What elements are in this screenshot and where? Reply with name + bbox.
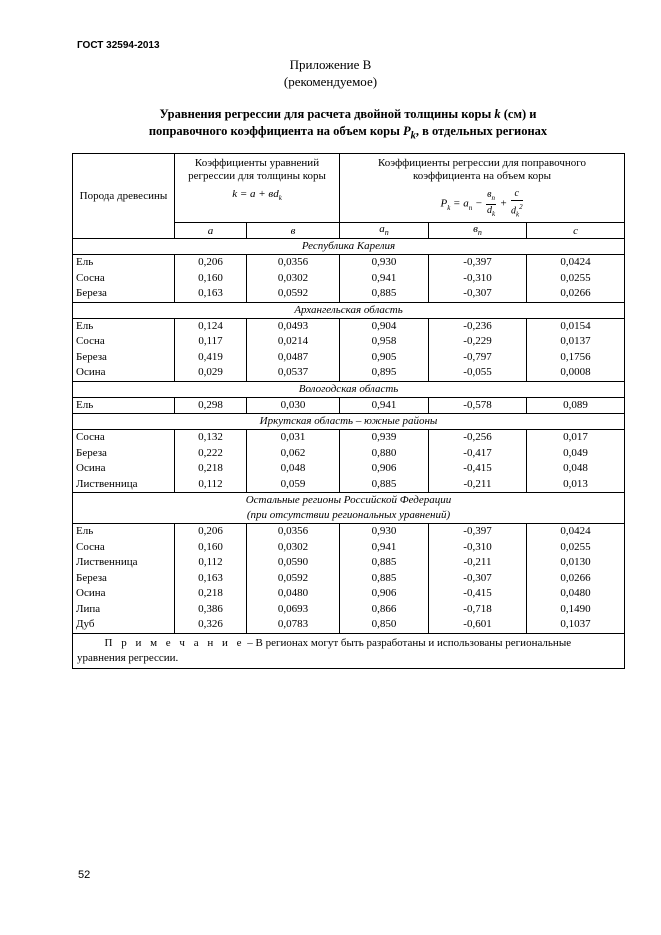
table-title-line2: поправочного коэффициента на объем коры $P_k$, в отдельных регионах <box>148 124 548 142</box>
cell-value: Береза <box>76 446 107 459</box>
cell-value: 0,1490 <box>560 602 591 615</box>
cell-value: 0,0592 <box>277 287 309 299</box>
cell-c <box>527 255 625 303</box>
cell-value: 0,1037 <box>560 618 591 630</box>
cell-value: 0,0154 <box>560 319 591 332</box>
cell-value: Осина <box>76 587 106 599</box>
cell-value: 0,132 <box>198 431 223 443</box>
cell-value: -0,229 <box>463 335 492 347</box>
cell-value: 0,218 <box>198 462 223 474</box>
cell-value: 0,0214 <box>277 335 309 347</box>
cell-value: -0,718 <box>463 602 492 615</box>
cell-value: 0,298 <box>198 398 223 411</box>
cell-value: 0,906 <box>371 462 397 474</box>
cell-value: 0,419 <box>198 350 223 363</box>
table-body <box>73 239 625 634</box>
cell-value: 0,089 <box>563 398 588 411</box>
cell-value: 0,880 <box>371 446 397 459</box>
cell-value: 0,160 <box>198 271 223 284</box>
appendix-heading <box>0 56 661 90</box>
formula-thickness: $k = a + вd_k$ <box>232 188 282 203</box>
formula-correction: $P_k = a_n$ − $\frac{в_n}{d_k}$ + $\frac{c}{d_k^2}$ <box>440 188 523 219</box>
cell-breed <box>73 430 175 493</box>
cell-value: 0,0255 <box>560 271 591 284</box>
cell-value: 0,941 <box>371 540 397 553</box>
cell-value: 0,930 <box>371 525 397 537</box>
table-row <box>73 430 625 493</box>
table-row <box>73 524 625 634</box>
cell-value: 0,905 <box>371 350 397 363</box>
cell-breed <box>73 397 175 414</box>
cell-value: 0,048 <box>280 462 306 474</box>
fraction-1: $\frac{в_n}{d_k}$ <box>487 188 496 218</box>
cell-value: 0,0008 <box>560 366 591 378</box>
fraction-2: $\frac{c}{d_k^2}$ <box>510 188 523 219</box>
cell-value: Сосна <box>76 540 105 553</box>
cell-value: Ель <box>76 398 94 411</box>
cell-value: -0,310 <box>463 271 492 284</box>
region-name: Архангельская область <box>73 302 625 318</box>
cell-value: -0,578 <box>463 398 492 411</box>
cell-value: Осина <box>76 462 106 474</box>
cell-breed <box>73 524 175 634</box>
cell-value: 0,885 <box>371 477 397 490</box>
cell-value: -0,256 <box>463 431 492 443</box>
region-row <box>73 239 625 255</box>
cell-value: 0,0480 <box>277 587 309 599</box>
table-row <box>73 255 625 303</box>
cell-value: 0,030 <box>280 398 306 411</box>
cell-value: 0,206 <box>198 525 223 537</box>
regression-table <box>72 153 625 669</box>
region-name: Вологодская область <box>73 381 625 397</box>
cell-value: 0,866 <box>371 602 397 615</box>
cell-a <box>175 255 247 303</box>
cell-value: 0,124 <box>198 319 223 332</box>
cell-value: -0,211 <box>463 477 492 490</box>
cell-value: Дуб <box>76 618 95 630</box>
cell-breed <box>73 255 175 303</box>
cell-value: 0,059 <box>280 477 306 490</box>
cell-value: 0,013 <box>563 477 588 490</box>
cell-c <box>527 430 625 493</box>
header-correction: Коэффициенты регрессии для поправочного коэффициента на объем коры $P_k = a_n$ − $\frac{в_n}{d_k}$ + $\frac{c}{d_k^2}$ <box>340 154 625 223</box>
cell-value: Ель <box>76 525 94 537</box>
cell-a <box>175 430 247 493</box>
cell-value: -0,417 <box>463 446 492 459</box>
cell-value: 0,0783 <box>277 618 309 630</box>
cell-value: 0,0266 <box>560 571 591 584</box>
cell-value: 0,112 <box>198 477 223 490</box>
cell-value: 0,0130 <box>560 556 591 568</box>
cell-value: 0,0424 <box>560 525 591 537</box>
cell-value: 0,049 <box>563 446 588 459</box>
cell-an <box>340 430 429 493</box>
cell-value: 0,386 <box>198 602 223 615</box>
cell-value: -0,601 <box>463 618 492 630</box>
cell-value: Сосна <box>76 271 105 284</box>
col-an: $a_n$ <box>340 223 429 239</box>
cell-value: 0,112 <box>198 556 223 568</box>
cell-bn <box>429 430 527 493</box>
cell-value: 0,017 <box>563 431 588 443</box>
cell-value: 0,062 <box>280 446 306 459</box>
cell-value: 0,160 <box>198 540 223 553</box>
cell-value: 0,031 <box>280 431 306 443</box>
cell-b <box>247 397 340 414</box>
cell-value: 0,0255 <box>560 540 591 553</box>
cell-a <box>175 397 247 414</box>
cell-value: 0,029 <box>198 366 223 378</box>
region-row <box>73 493 625 524</box>
cell-b <box>247 430 340 493</box>
cell-an <box>340 524 429 634</box>
cell-bn <box>429 524 527 634</box>
cell-bn <box>429 397 527 414</box>
cell-value: 0,0424 <box>560 256 591 268</box>
cell-value: 0,0266 <box>560 287 591 299</box>
cell-value: -0,211 <box>463 556 492 568</box>
cell-value: 0,939 <box>371 431 397 443</box>
cell-breed <box>73 318 175 381</box>
cell-value: 0,906 <box>371 587 397 599</box>
cell-value: -0,310 <box>463 540 492 553</box>
cell-value: -0,415 <box>463 587 492 599</box>
col-bn: $в_n$ <box>429 223 527 239</box>
cell-value: 0,895 <box>371 366 397 378</box>
cell-value: 0,930 <box>371 256 397 268</box>
cell-value: 0,0302 <box>277 540 309 553</box>
cell-b <box>247 255 340 303</box>
cell-value: -0,415 <box>463 462 492 474</box>
cell-value: 0,222 <box>198 446 223 459</box>
cell-value: 0,163 <box>198 287 223 299</box>
cell-value: 0,0302 <box>277 271 309 284</box>
cell-value: -0,397 <box>463 256 492 268</box>
cell-value: 0,0487 <box>277 350 309 363</box>
cell-value: 0,206 <box>198 256 223 268</box>
cell-c <box>527 318 625 381</box>
cell-value: 0,904 <box>371 319 397 332</box>
header-thickness: Коэффициенты уравнений регрессии для толщины коры $k = a + вd_k$ <box>175 154 340 223</box>
appendix-subtitle: (рекомендуемое) <box>283 74 378 89</box>
cell-value: Сосна <box>76 335 105 347</box>
appendix-title: Приложение В <box>289 57 372 72</box>
table-note: П р и м е ч а н и е – В регионах могут быть разработаны и использованы региональные уравнения регрессии. <box>73 633 625 668</box>
cell-an <box>340 397 429 414</box>
region-name: Остальные регионы Российской Федерации (при отсутствии региональных уравнений) <box>73 493 625 524</box>
table-row <box>73 318 625 381</box>
cell-value: Сосна <box>76 431 105 443</box>
header-breed: Порода древесины <box>73 154 175 239</box>
cell-value: 0,850 <box>371 618 397 630</box>
cell-b <box>247 318 340 381</box>
cell-value: -0,797 <box>463 350 492 363</box>
cell-c <box>527 397 625 414</box>
cell-a <box>175 524 247 634</box>
cell-value: 0,326 <box>198 618 223 630</box>
cell-value: Ель <box>76 256 94 268</box>
region-name: Иркутская область – южные районы <box>73 414 625 430</box>
cell-value: 0,0356 <box>277 525 309 537</box>
table-header-row <box>73 154 625 223</box>
cell-value: 0,1756 <box>560 350 591 363</box>
cell-value: Лиственница <box>76 477 138 490</box>
cell-value: -0,236 <box>463 319 492 332</box>
cell-value: Лиственница <box>76 556 138 568</box>
cell-value: 0,958 <box>371 335 397 347</box>
standard-number: ГОСТ 32594-2013 <box>77 40 160 51</box>
cell-an <box>340 318 429 381</box>
table-row <box>73 397 625 414</box>
cell-value: 0,163 <box>198 571 223 584</box>
cell-value: 0,0693 <box>277 602 309 615</box>
cell-value: Липа <box>76 602 101 615</box>
cell-bn <box>429 318 527 381</box>
cell-value: 0,117 <box>198 335 223 347</box>
cell-value: -0,055 <box>463 366 492 378</box>
cell-value: -0,307 <box>463 571 492 584</box>
note-row <box>73 633 625 668</box>
cell-value: Береза <box>76 350 107 363</box>
cell-value: 0,0590 <box>277 556 309 568</box>
cell-value: 0,048 <box>563 462 588 474</box>
col-a: a <box>175 223 247 239</box>
cell-value: 0,0137 <box>560 335 591 347</box>
cell-value: 0,0480 <box>560 587 591 599</box>
cell-bn <box>429 255 527 303</box>
cell-value: 0,0537 <box>277 366 309 378</box>
cell-value: -0,307 <box>463 287 492 299</box>
cell-value: -0,397 <box>463 525 492 537</box>
region-row <box>73 381 625 397</box>
cell-value: 0,885 <box>371 556 397 568</box>
cell-value: Береза <box>76 571 107 584</box>
region-name: Республика Карелия <box>73 239 625 255</box>
cell-value: 0,0493 <box>277 319 309 332</box>
col-b: в <box>247 223 340 239</box>
cell-value: 0,885 <box>371 287 397 299</box>
page-number: 52 <box>78 869 91 881</box>
cell-an <box>340 255 429 303</box>
cell-c <box>527 524 625 634</box>
region-row <box>73 302 625 318</box>
cell-value: Береза <box>76 287 107 299</box>
cell-value: Ель <box>76 319 94 332</box>
table-title <box>72 106 624 145</box>
cell-value: 0,941 <box>371 271 397 284</box>
cell-value: 0,885 <box>371 571 397 584</box>
cell-value: 0,0356 <box>277 256 309 268</box>
cell-value: 0,0592 <box>277 571 309 584</box>
cell-a <box>175 318 247 381</box>
cell-value: 0,218 <box>198 587 223 599</box>
cell-value: 0,941 <box>371 398 397 411</box>
cell-value: Осина <box>76 366 106 378</box>
table-title-line1: Уравнения регрессии для расчета двойной толщины коры k (см) и <box>159 107 537 121</box>
col-c: c <box>527 223 625 239</box>
cell-b <box>247 524 340 634</box>
region-row <box>73 414 625 430</box>
